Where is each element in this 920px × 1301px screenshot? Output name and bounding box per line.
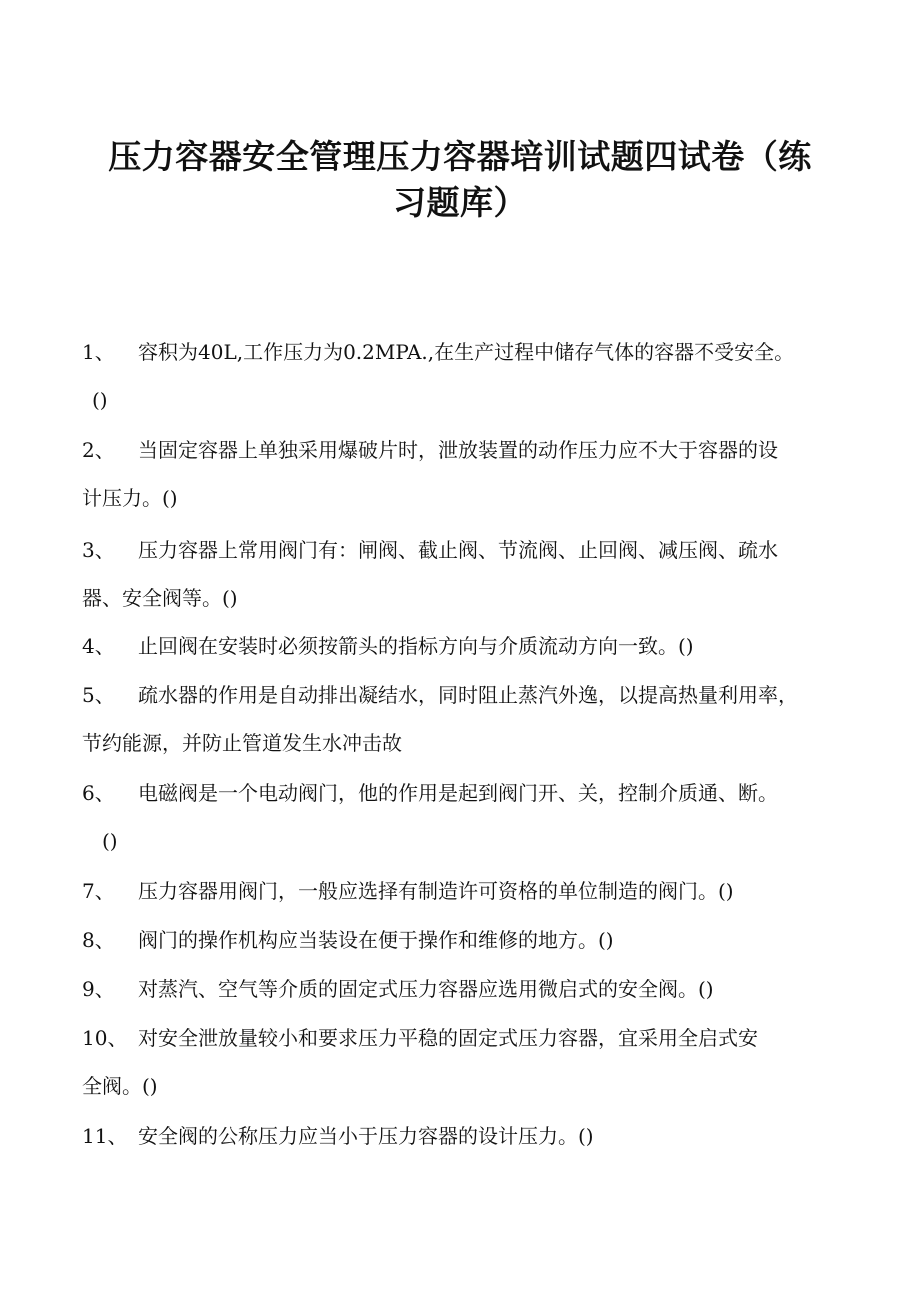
question-4 — [82, 622, 694, 670]
question-10-continuation: 全阀。() — [82, 1074, 158, 1098]
question-6 — [82, 769, 778, 817]
question-1-continuation: () — [92, 388, 108, 412]
question-number: 11、 — [82, 1124, 128, 1148]
question-number: 8、 — [82, 928, 115, 952]
question-text: 压力容器上常用阀门有：闸阀、截止阀、节流阀、止回阀、减压阀、疏水 — [138, 538, 778, 562]
question-text: 疏水器的作用是自动排出凝结水，同时阻止蒸汽外逸，以提高热量利用率， — [138, 683, 798, 707]
question-number: 5、 — [82, 683, 115, 707]
question-text: 容积为40L,工作压力为0.2MPA.,在生产过程中储存气体的容器不受安全。 — [138, 340, 795, 364]
question-text: 对蒸汽、空气等介质的固定式压力容器应选用微启式的安全阀。() — [138, 977, 714, 1001]
question-2-continuation: 计压力。() — [82, 486, 178, 510]
question-5 — [82, 671, 798, 719]
question-number: 2、 — [82, 438, 115, 462]
question-number: 9、 — [82, 977, 115, 1001]
document-title-line-2: 习题库） — [393, 183, 527, 222]
question-number: 4、 — [82, 634, 115, 658]
question-text: 对安全泄放量较小和要求压力平稳的固定式压力容器，宜采用全启式安 — [138, 1026, 758, 1050]
question-3-continuation: 器、安全阀等。() — [82, 586, 238, 610]
question-7 — [82, 867, 734, 915]
question-text: 阀门的操作机构应当装设在便于操作和维修的地方。() — [138, 928, 614, 952]
question-1 — [82, 328, 794, 376]
question-number: 6、 — [82, 781, 115, 805]
question-text: 止回阀在安装时必须按箭头的指标方向与介质流动方向一致。() — [138, 634, 694, 658]
question-3 — [82, 526, 778, 574]
question-text: 安全阀的公称压力应当小于压力容器的设计压力。() — [138, 1124, 594, 1148]
question-text: 电磁阀是一个电动阀门，他的作用是起到阀门开、关，控制介质通、断。 — [138, 781, 778, 805]
question-number: 3、 — [82, 538, 115, 562]
question-number: 10、 — [82, 1026, 128, 1050]
question-5-continuation: 节约能源，并防止管道发生水冲击故 — [82, 731, 402, 755]
question-8 — [82, 916, 614, 964]
question-10 — [82, 1014, 758, 1062]
question-text: 压力容器用阀门，一般应选择有制造许可资格的单位制造的阀门。() — [138, 879, 734, 903]
question-text: 当固定容器上单独采用爆破片时，泄放装置的动作压力应不大于容器的设 — [138, 438, 778, 462]
question-6-continuation: () — [102, 829, 118, 853]
document-title-line-1: 压力容器安全管理压力容器培训试题四试卷（练 — [108, 137, 812, 176]
question-number: 7、 — [82, 879, 115, 903]
question-9 — [82, 965, 714, 1013]
question-number: 1、 — [82, 340, 115, 364]
question-2 — [82, 426, 778, 474]
question-11 — [82, 1112, 594, 1160]
